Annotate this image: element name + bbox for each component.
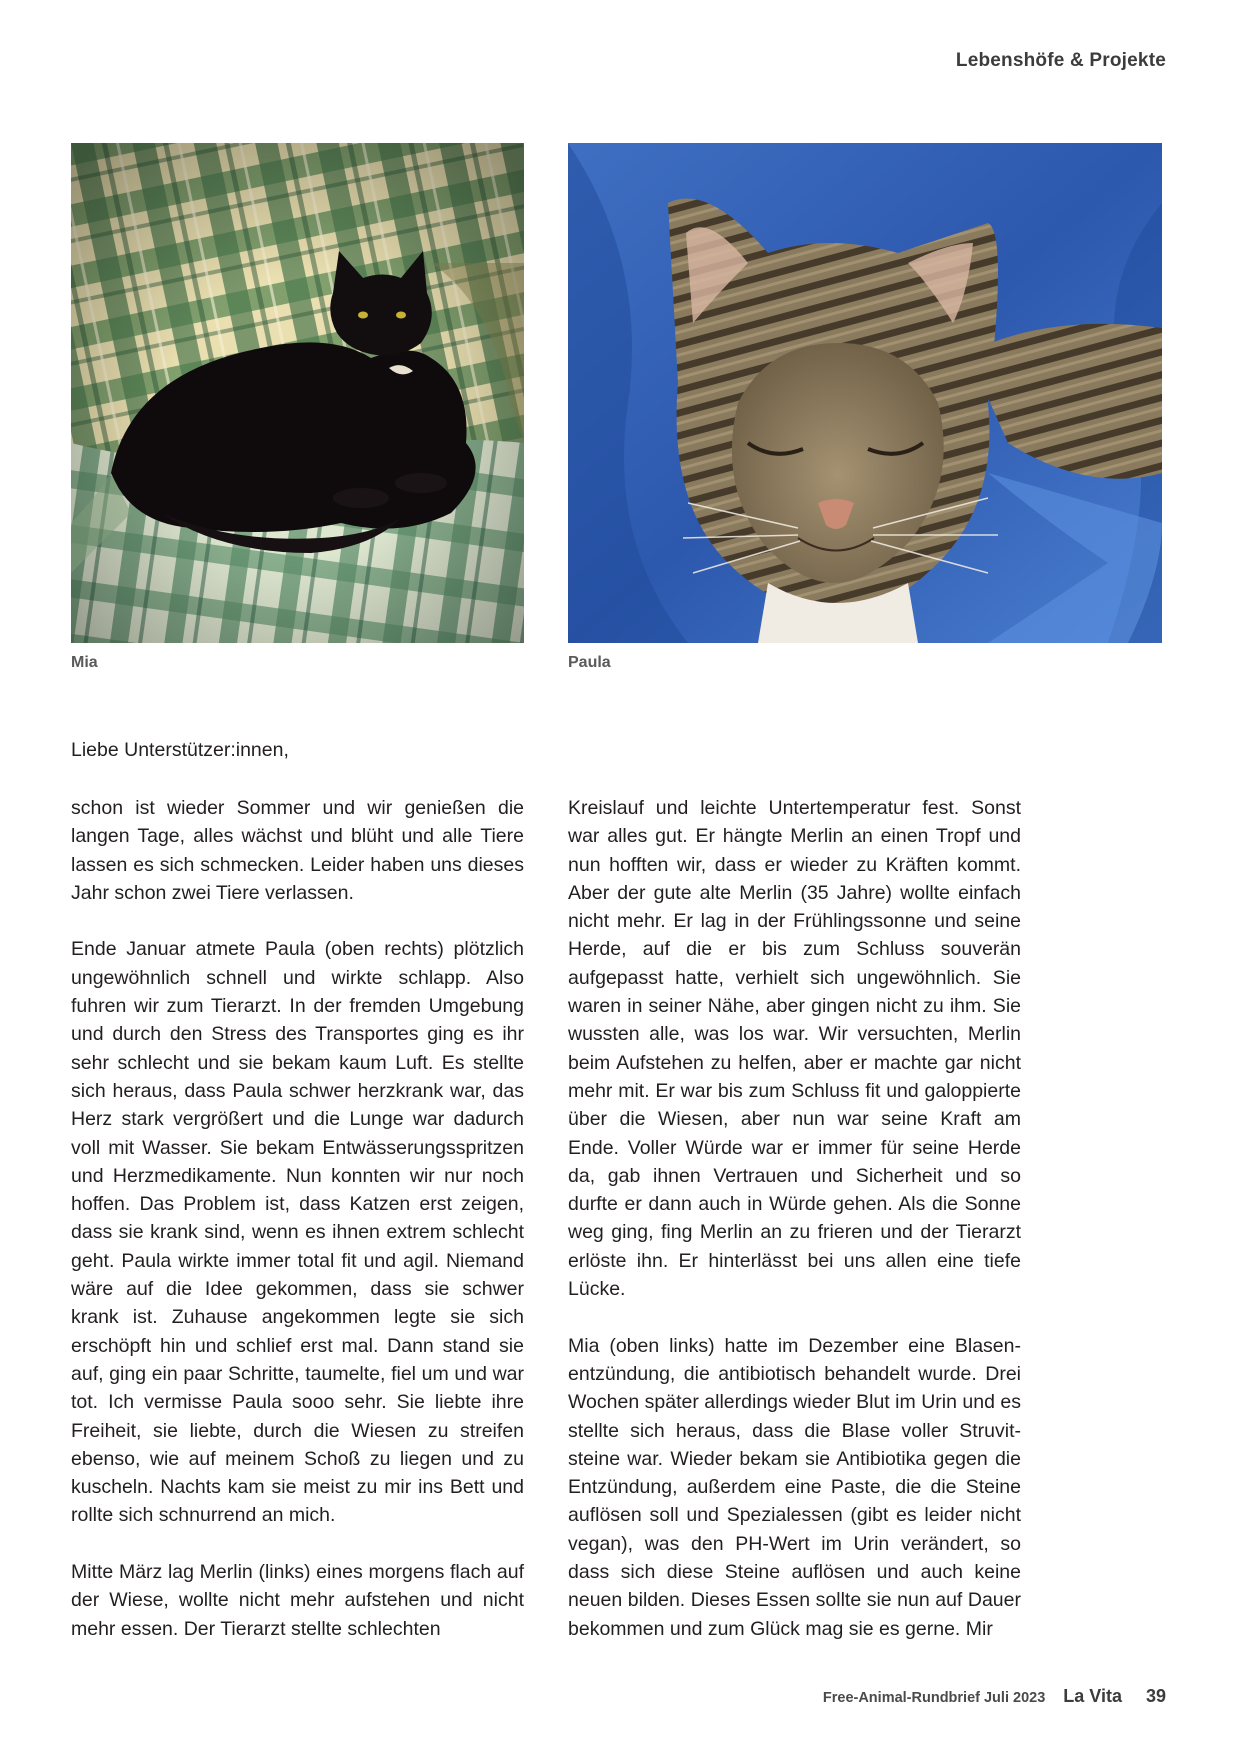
article-salutation: Liebe Unterstützer:innen, — [71, 739, 289, 761]
page-footer — [823, 1686, 1166, 1707]
photo-paula — [568, 143, 1162, 643]
article-column-left — [71, 794, 524, 1643]
photo-caption-paula: Paula — [568, 654, 611, 671]
article-paragraph: Ende Januar atmete Paula (oben rechts) plötzlich ungewöhnlich schnell und wirkte schlapp. Also fuhren wir zum Tierarzt. In der fremden Umgebung und durch den Stress des Transportes ging es ihr sehr schlecht und sie bekam kaum Luft. Es stellte sich heraus, dass Paula schwer herzkrank war, das Herz stark vergrößert und die Lunge war dadurch voll mit Wasser. Sie bekam Entwässerungsspritzen und Herzmedikamente. Nun konnten wir nur noch hoffen. Das Problem ist, dass Katzen erst zeigen, dass sie krank sind, wenn es ihnen extrem schlecht geht. Paula wirkte immer total fit und agil. Niemand wäre auf die Idee gekommen, dass sie schwer krank ist. Zuhause angekommen legte sie sich erschöpft hin und schlief erst mal. Dann stand sie auf, ging ein paar Schritte, taumelte, fiel um und war tot. Ich vermisse Paula sooo sehr. Sie liebte ihre Freiheit, sie liebte, durch die Wiesen zu streifen ebenso, wie auf meinem Schoß zu liegen und zu kuscheln. Nachts kam sie meist zu mir ins Bett und rollte sich schnurrend an mich. — [71, 938, 524, 1527]
article-paragraph: schon ist wieder Sommer und wir genießen die langen Tage, alles wächst und blüht und alle Tiere lassen es sich schmecken. Leider haben uns dieses Jahr schon zwei Tiere verlassen. — [71, 797, 524, 904]
page-number: 39 — [1145, 1686, 1166, 1706]
tabby-cat-photo — [568, 143, 1162, 643]
magazine-name: La Vita — [1063, 1686, 1122, 1706]
article-paragraph: Mitte März lag Merlin (links) eines morgens flach auf der Wiese, wollte nicht mehr aufstehen und nicht mehr essen. Der Tierarzt stellte schlechten — [71, 1561, 524, 1640]
black-cat-photo — [71, 143, 524, 643]
publication-name: Free-Animal-Rundbrief Juli 2023 — [822, 1690, 1046, 1706]
article-paragraph: Mia (oben links) hatte im Dezember eine Blasenentzündung, die antibiotisch behandelt wurde. Drei Wochen später allerdings wieder Blut im Urin und es stellte sich heraus, dass die Blase voller Struvit-steine war. Wieder bekam sie Antibiotika gegen die Entzündung, außerdem eine Paste, die die Steine auflösen soll und Spezialessen (gibt es leider nicht vegan), was den PH-Wert im Urin verändert, so dass sich diese Steine auflösen und auch keine neuen bilden. Dieses Essen sollte sie nun auf Dauer bekommen und zum Glück mag sie es gerne. Mir — [568, 1334, 1021, 1640]
section-title: Lebenshöfe & Projekte — [955, 50, 1166, 71]
article-column-right — [568, 794, 1021, 1643]
photo-mia — [71, 143, 524, 643]
photo-caption-mia: Mia — [71, 654, 98, 671]
article-paragraph: Kreislauf und leichte Untertemperatur fest. Sonst war alles gut. Er hängte Merlin an einen Tropf und nun hofften wir, dass er wieder zu Kräften kommt. Aber der gute alte Merlin (35 Jahre) wollte einfach nicht mehr. Er lag in der Frühlingssonne und seine Herde, auf die er bis zum Schluss souverän aufgepasst hatte, verhielt sich ungewöhnlich. Sie waren in seiner Nähe, aber gingen nicht zu ihm. Sie wussten alle, was los war. Wir versuchten, Merlin beim Aufstehen zu helfen, aber er machte gar nicht mehr mit. Er war bis zum Schluss fit und galoppierte über die Wiesen, aber nun war seine Kraft am Ende. Voller Würde war er immer für seine Herde da, gab ihnen Vertrauen und Sicherheit und so durfte er dann auch in Würde gehen. Als die Sonne weg ging, fing Merlin an zu frieren und der Tierarzt erlöste ihn. Er hinterlässt bei uns allen eine tiefe Lücke. — [568, 797, 1021, 1301]
